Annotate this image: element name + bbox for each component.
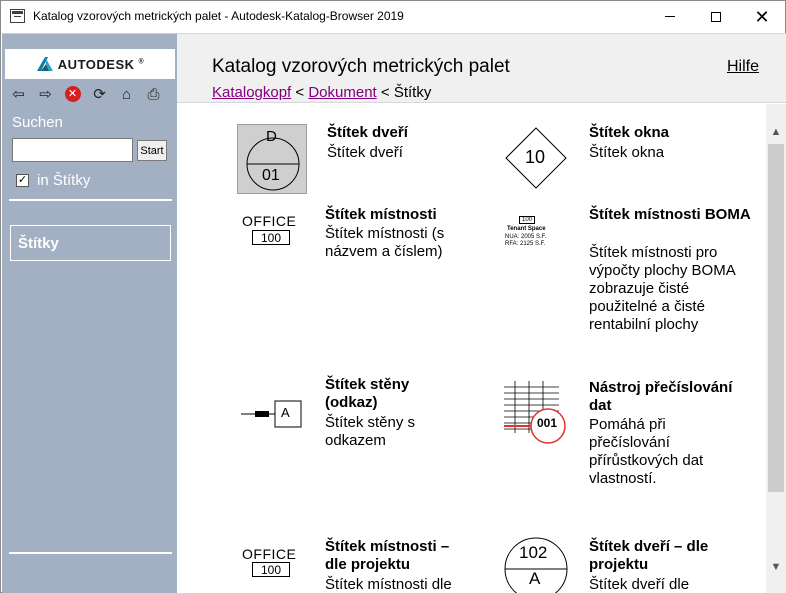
item-description: Štítek okna xyxy=(589,144,665,161)
boma-tag-space: Tenant Space xyxy=(507,226,546,232)
door-tag-number: 102 xyxy=(519,543,548,562)
boma-tag-nua: NUA: 2005 S.F. xyxy=(505,234,547,240)
door-tag-thumbnail[interactable] xyxy=(237,124,307,194)
renumber-tool-icon[interactable] xyxy=(503,379,567,445)
autodesk-logo-icon xyxy=(36,56,54,72)
sidebar-divider-top xyxy=(9,199,172,201)
home-icon: ⌂ xyxy=(121,85,132,103)
boma-tag-icon[interactable] xyxy=(503,216,553,256)
sidebar-divider-bottom xyxy=(9,552,172,554)
refresh-icon: ⟳ xyxy=(93,86,106,103)
window-tag-number: 10 xyxy=(525,147,546,167)
search-input[interactable] xyxy=(12,138,133,162)
logo-text: AUTODESK xyxy=(57,56,135,72)
scroll-down-button[interactable] xyxy=(766,557,786,577)
item-title[interactable]: Nástroj přečíslování dat xyxy=(589,379,733,414)
breadcrumb-document-link[interactable]: Dokument xyxy=(308,84,377,101)
minimize-icon xyxy=(665,16,675,17)
browser-toolbar xyxy=(5,82,175,106)
vertical-scrollbar[interactable] xyxy=(766,104,786,593)
breadcrumb-catalog-link[interactable]: Katalogkopf xyxy=(212,84,292,101)
boma-tag-number: 100 xyxy=(519,216,535,224)
item-title[interactable]: Štítek dveří xyxy=(327,124,408,141)
catalog-item-door-tag-by-project[interactable] xyxy=(477,529,766,593)
catalog-item-door-tag[interactable] xyxy=(177,104,467,194)
scroll-up-button[interactable] xyxy=(766,122,786,142)
room-tag-name: OFFICE xyxy=(242,546,297,562)
search-scope-label: in Štítky xyxy=(37,172,91,189)
main-pane xyxy=(177,33,786,593)
back-icon: ⇦ xyxy=(12,86,25,103)
item-title[interactable]: Štítek místnosti – dle projektu xyxy=(325,538,450,573)
door-tag-letter: A xyxy=(529,569,541,588)
scroll-thumb[interactable] xyxy=(768,144,784,492)
item-description: Štítek dveří xyxy=(327,144,403,161)
wall-tag-icon[interactable] xyxy=(239,399,309,429)
breadcrumb xyxy=(212,84,431,101)
item-description: Štítek místnosti pro výpočty plochy BOMA zobrazuje čisté použitelné a čisté rentabilní plochy xyxy=(589,244,735,333)
search-label: Suchen xyxy=(12,114,63,131)
forward-button[interactable] xyxy=(32,83,59,105)
start-search-button[interactable]: Start xyxy=(137,140,167,161)
item-title[interactable]: Štítek stěny (odkaz) xyxy=(325,376,410,411)
room-tag-number: 100 xyxy=(252,562,290,577)
door-tag-letter: D xyxy=(266,128,277,145)
catalog-item-room-tag[interactable] xyxy=(177,204,467,304)
search-scope-filter xyxy=(16,172,90,189)
page-title: Katalog vzorových metrických palet xyxy=(212,56,510,77)
item-description: Štítek dveří dle xyxy=(589,576,690,593)
close-button[interactable] xyxy=(739,1,785,32)
item-title[interactable]: Štítek okna xyxy=(589,124,670,141)
refresh-button[interactable] xyxy=(86,83,113,105)
breadcrumb-separator: < xyxy=(376,84,394,101)
app-icon xyxy=(10,9,25,23)
print-button[interactable] xyxy=(140,83,167,105)
stop-button[interactable] xyxy=(59,83,86,105)
maximize-button[interactable] xyxy=(693,1,739,32)
room-tag-name: OFFICE xyxy=(242,213,297,229)
item-title[interactable]: Štítek místnosti BOMA xyxy=(589,206,751,223)
item-description: Štítek místnosti (s názvem a číslem) xyxy=(325,225,445,260)
stop-icon: ✕ xyxy=(65,86,81,102)
sidebar xyxy=(2,33,177,593)
back-button[interactable] xyxy=(5,83,32,105)
item-description: Štítek místnosti dle xyxy=(325,576,452,593)
chevron-up-icon: ▲ xyxy=(770,126,782,138)
item-title[interactable]: Štítek místnosti xyxy=(325,206,437,223)
close-icon: ✕ xyxy=(754,6,770,27)
breadcrumb-separator: < xyxy=(291,84,309,101)
item-description: Štítek stěny s odkazem xyxy=(325,414,416,449)
sidebar-item-stitky[interactable]: Štítky xyxy=(10,225,171,261)
catalog-item-room-tag-by-project[interactable] xyxy=(177,529,467,593)
catalog-item-window-tag[interactable] xyxy=(477,104,766,194)
room-tag-number: 100 xyxy=(252,230,290,245)
window-title: Katalog vzorových metrických palet - Autodesk-Katalog-Browser 2019 xyxy=(33,9,404,23)
boma-tag-rfa: RFA: 2125 S.F. xyxy=(505,241,546,247)
catalog-item-renumber-tool[interactable] xyxy=(477,374,766,514)
chevron-down-icon: ▼ xyxy=(770,561,782,573)
catalog-item-wall-tag[interactable] xyxy=(177,374,467,514)
minimize-button[interactable] xyxy=(647,1,693,32)
help-link[interactable]: Hilfe xyxy=(727,58,760,75)
search-scope-checkbox[interactable]: ✓ xyxy=(17,174,28,186)
catalog-item-boma-room-tag[interactable] xyxy=(477,204,766,374)
title-bar xyxy=(1,1,785,32)
home-button[interactable] xyxy=(113,83,140,105)
autodesk-logo: AUTODESK ® xyxy=(5,49,175,79)
page-header xyxy=(177,33,786,103)
item-title[interactable]: Štítek dveří – dle projektu xyxy=(589,538,709,573)
breadcrumb-current: Štítky xyxy=(393,84,432,101)
forward-icon: ⇨ xyxy=(39,86,52,103)
door-tag-number: 01 xyxy=(262,167,280,184)
catalog-content xyxy=(177,104,766,593)
wall-tag-letter: A xyxy=(281,405,290,420)
item-description: Pomáhá při přečíslování přírůstkových dat vlastností. xyxy=(589,416,704,487)
print-icon: ⎙ xyxy=(147,85,160,103)
maximize-icon xyxy=(711,12,721,22)
renumber-tool-number: 001 xyxy=(537,416,558,430)
